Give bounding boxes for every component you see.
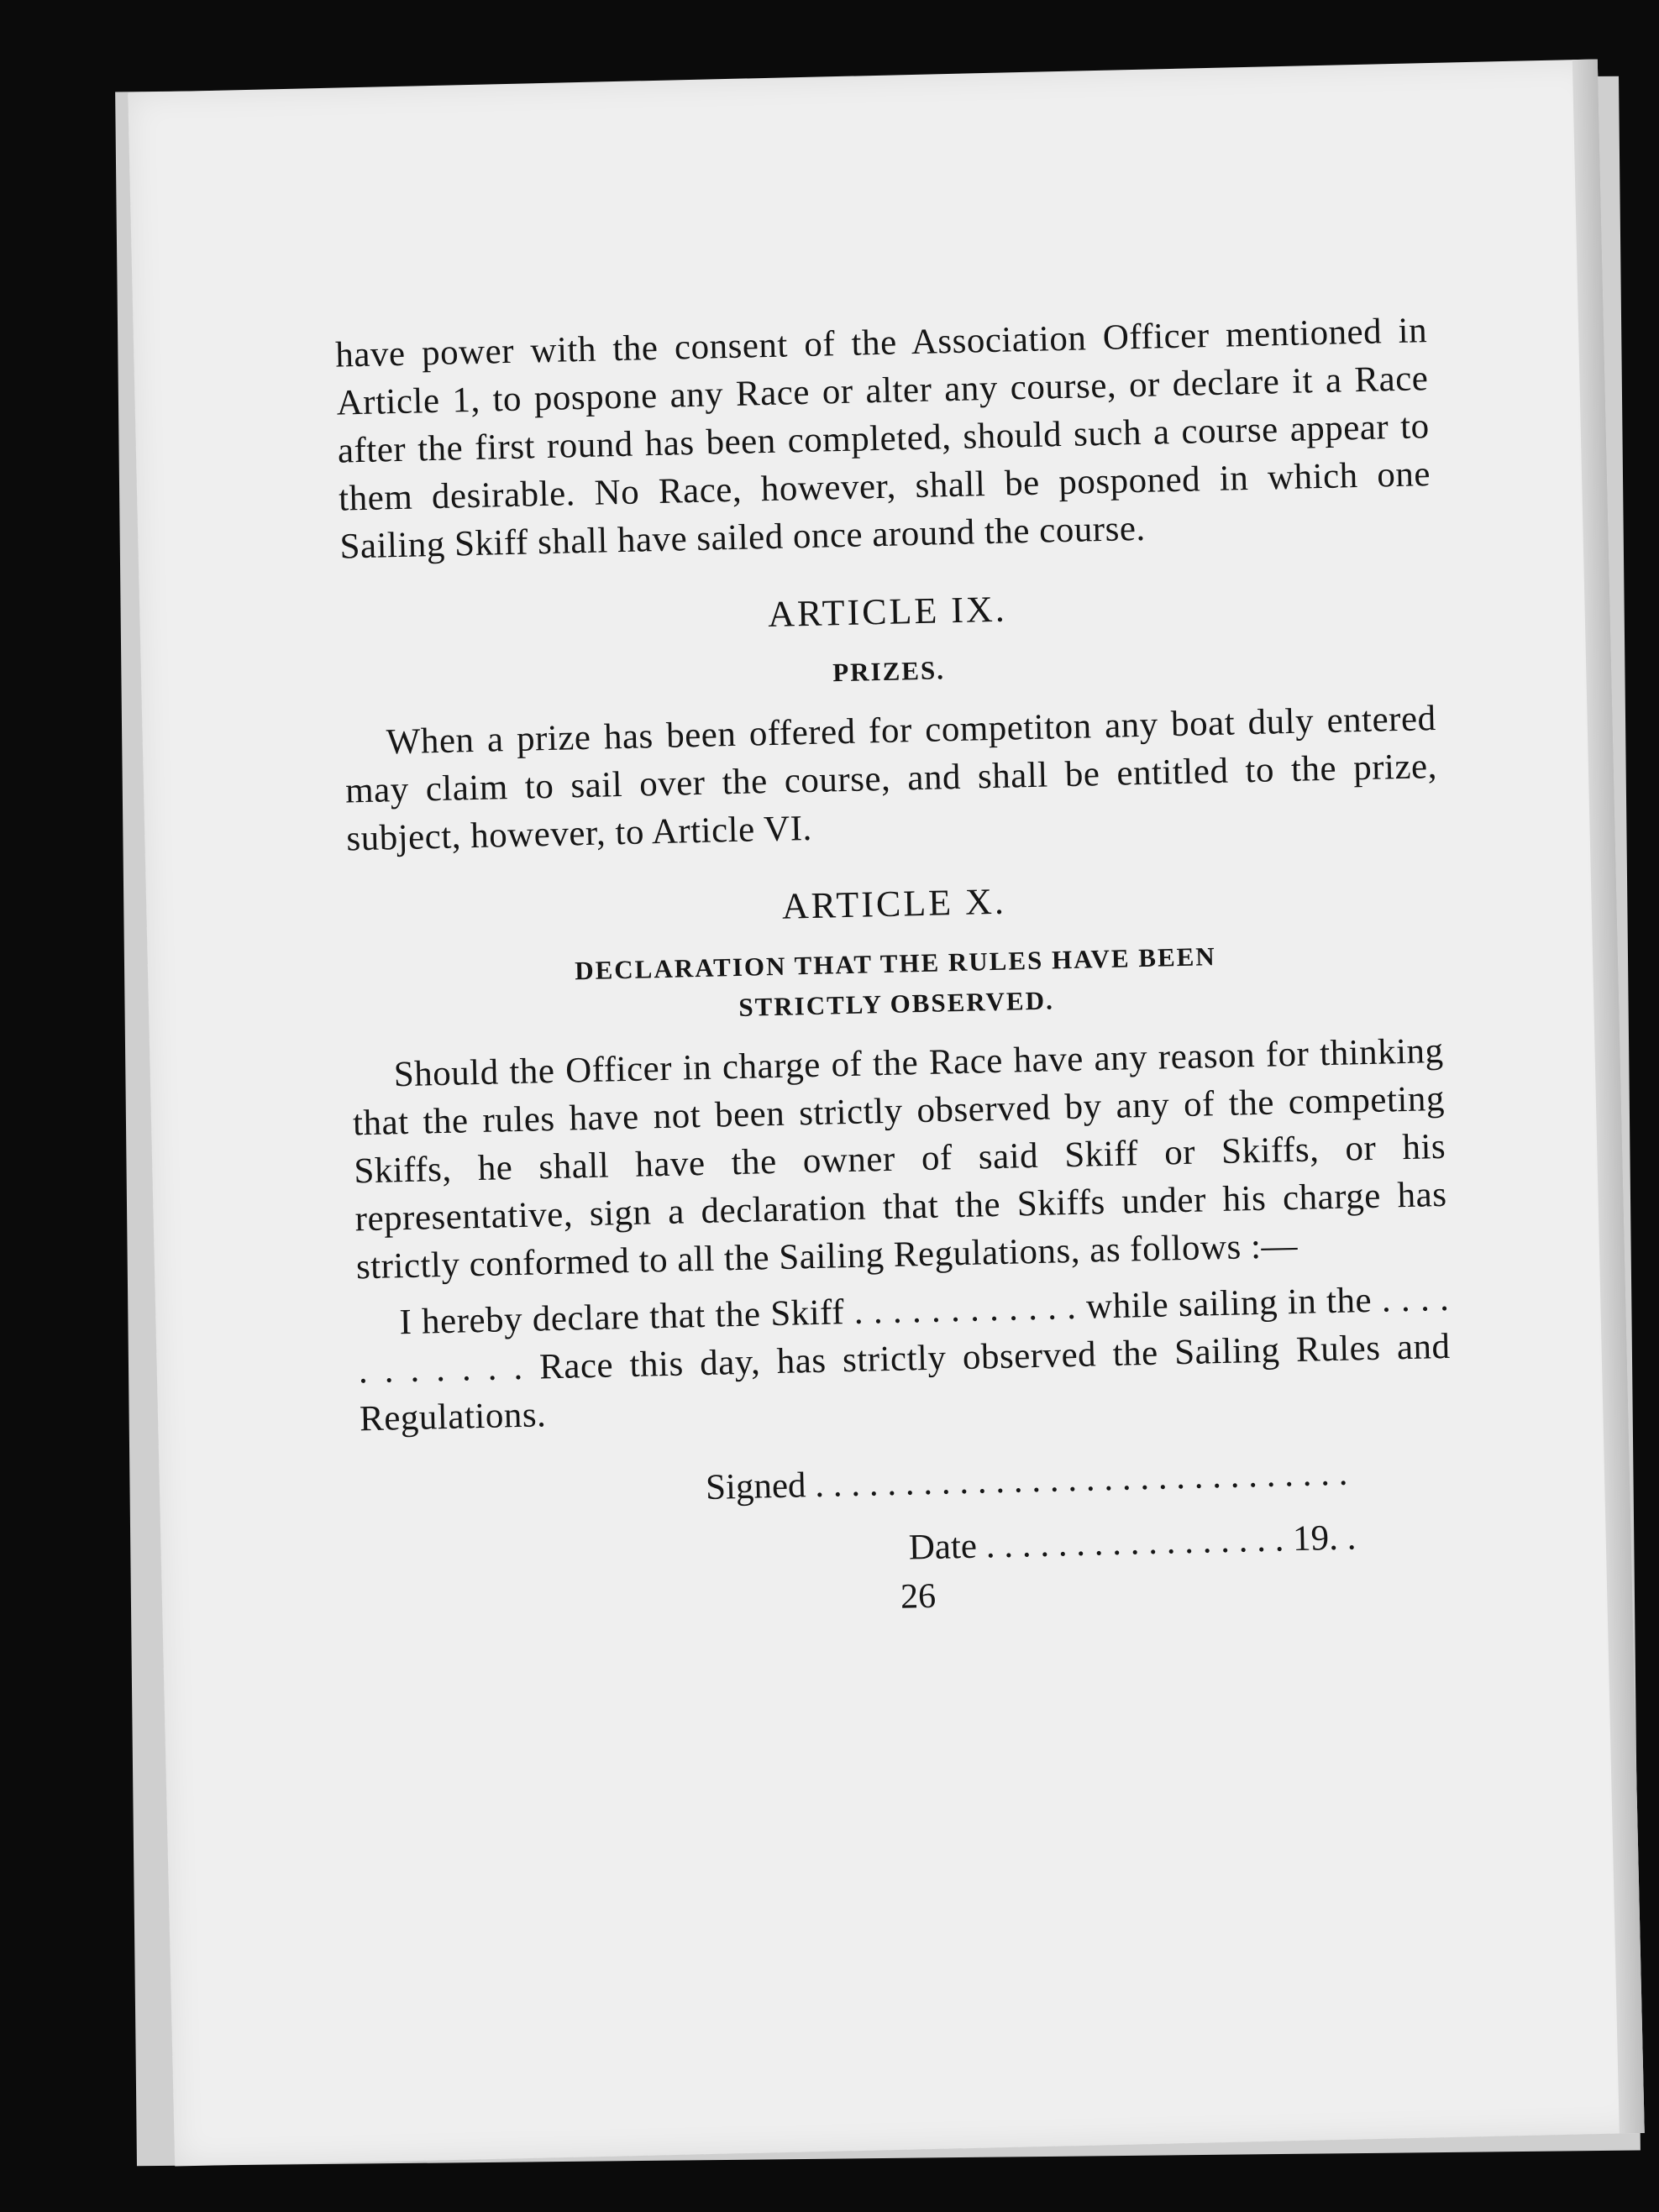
intro-paragraph: have power with the consent of the Association Officer mentioned in Article 1, to pospone any Race or alter any course, or declare it a Race after the first round has been completed, should such a course appear to them desirable. No Race, however, shall be posponed in which one Sailing Skiff shall have sailed once around the course. [334, 311, 1431, 567]
article-x-subheading [349, 931, 1443, 1036]
signed-line: Signed . . . . . . . . . . . . . . . . . . . . . . . . . . . . . . [705, 1453, 1348, 1507]
article-x-subheading-line1: DECLARATION THAT THE RULES HAVE BEEN [574, 941, 1217, 986]
date-line: Date . . . . . . . . . . . . . . . . . 19. . [908, 1517, 1357, 1568]
article-x-heading: ARTICLE X. [781, 880, 1007, 927]
document-page [128, 59, 1645, 2166]
article-ix-body: When a prize has been offered for competiton any boat duly entered may claim to sail over the course, and shall be entitled to the prize, subject, however, to Article VI. [344, 699, 1438, 859]
article-ix-heading: ARTICLE IX. [767, 588, 1008, 636]
page-number: 26 [900, 1576, 937, 1617]
page-content [335, 307, 1457, 1629]
article-x-subheading-line2: STRICTLY OBSERVED. [738, 985, 1055, 1022]
article-ix-subheading: PRIZES. [832, 655, 946, 688]
article-x-body: Should the Officer in charge of the Race have any reason for thinking that the rules have not been strictly observed by any of the competing Skiffs, he shall have the owner of said Skiff or Skiffs, or his representative, sign a declaration that the Skiffs under his charge has strictly conformed to all the Sailing Regulations, as follows :— [352, 1030, 1447, 1287]
declaration-text: I hereby declare that the Skiff . . . . . . . . . . . . while sailing in the . . . . . . . . . . . Race this day, has strictly observed the Sailing Rules and Regulations. [358, 1278, 1452, 1439]
